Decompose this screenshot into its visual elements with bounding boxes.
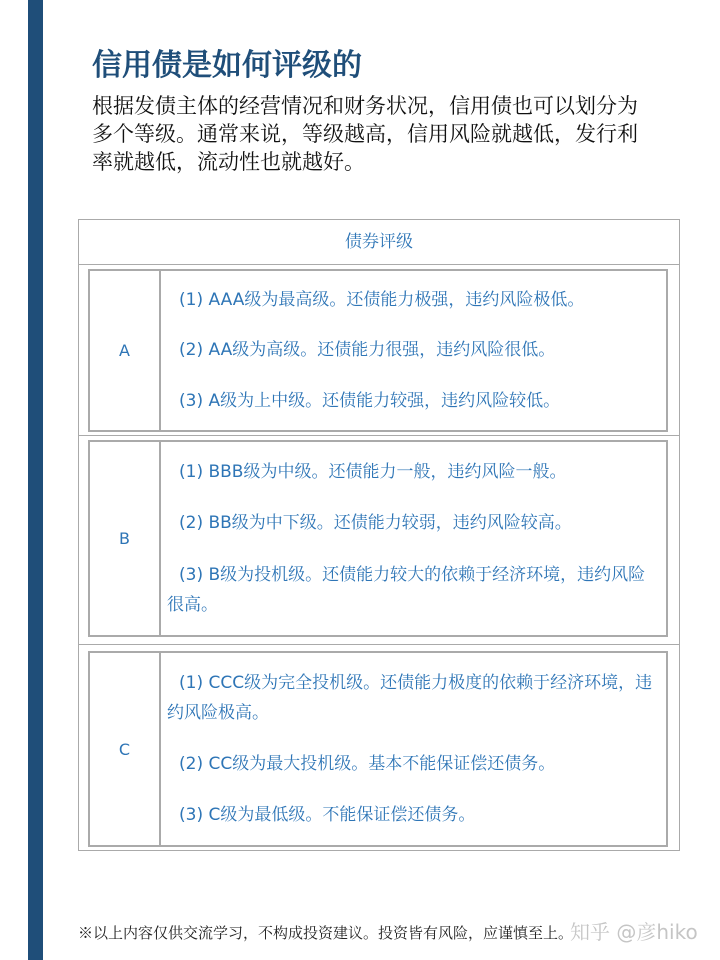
rating-item: (2) CC级为最大投机级。基本不能保证偿还债务。	[179, 753, 556, 774]
rating-item: (1) BBB级为中级。还债能力一般，违约风险一般。	[179, 461, 567, 482]
table-header: 债券评级	[79, 220, 679, 265]
disclaimer: ※以上内容仅供交流学习，不构成投资建议。投资皆有风险，应谨慎至上。	[78, 924, 574, 942]
divider	[79, 435, 679, 436]
page-title: 信用债是如何评级的	[92, 48, 362, 83]
intro-paragraph: 根据发债主体的经营情况和财务状况，信用债也可以划分为多个等级。通常来说，等级越高，信用风险就越低，发行利率就越低，流动性也就越好。	[92, 94, 638, 174]
group-label: B	[90, 442, 161, 635]
rating-item: (2) AA级为高级。还债能力很强，违约风险很低。	[179, 340, 556, 361]
left-accent-bar	[28, 0, 43, 960]
rating-group-a	[88, 269, 668, 432]
rating-item: (3) A级为上中级。还债能力较强，违约风险较低。	[179, 390, 561, 411]
rating-table	[78, 219, 680, 851]
rating-item: (3) B级为投机级。还债能力较大的依赖于经济环境，违约风险很高。	[167, 565, 646, 616]
divider	[79, 644, 679, 645]
group-label: C	[90, 653, 161, 845]
rating-group-b	[88, 440, 668, 637]
rating-item: (1) CCC级为完全投机级。还债能力极度的依赖于经济环境，违约风险极高。	[167, 672, 653, 723]
rating-group-c	[88, 651, 668, 847]
watermark: 知乎 @彦hiko	[570, 920, 698, 944]
rating-item: (3) C级为最低级。不能保证偿还债务。	[179, 805, 476, 826]
rating-item: (1) AAA级为最高级。还债能力极强，违约风险极低。	[179, 290, 585, 311]
group-label: A	[90, 271, 161, 430]
rating-item: (2) BB级为中下级。还债能力较弱，违约风险较高。	[179, 513, 572, 534]
